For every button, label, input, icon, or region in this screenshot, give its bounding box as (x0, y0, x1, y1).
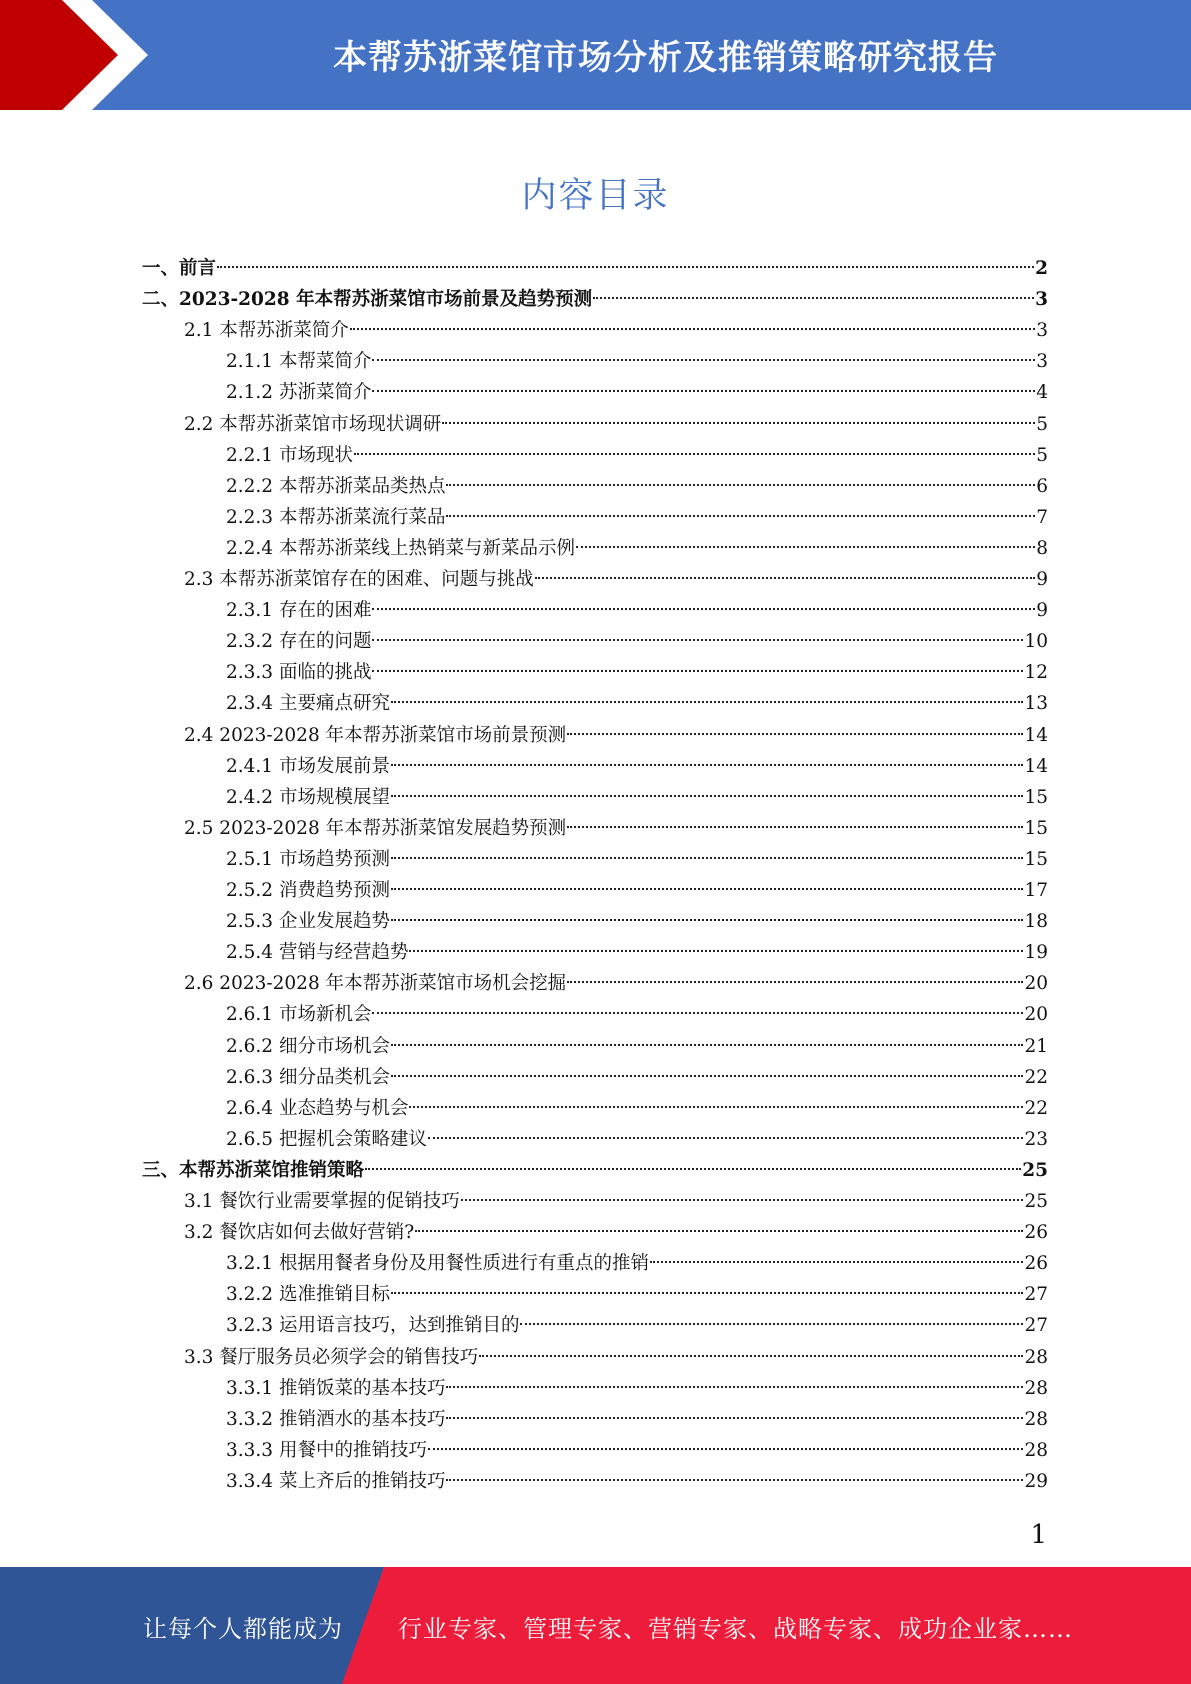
toc-leader-dots (391, 701, 1023, 703)
toc-entry[interactable] (226, 471, 1048, 502)
toc-entry-label: 2.3.1 存在的困难 (226, 600, 372, 622)
toc-entry-page: 18 (1024, 911, 1048, 933)
toc-entry-page: 25 (1022, 1159, 1048, 1181)
toc-leader-dots (650, 1261, 1023, 1263)
toc-entry[interactable] (226, 906, 1048, 937)
toc-entry-page: 3 (1036, 351, 1048, 373)
toc-entry-label: 3.2.2 选准推销目标 (226, 1284, 390, 1306)
toc-entry[interactable] (226, 1310, 1048, 1341)
toc-entry-page: 20 (1024, 1004, 1048, 1026)
toc-leader-dots (567, 981, 1023, 983)
toc-entry-label: 2.5 2023-2028 年本帮苏浙菜馆发展趋势预测 (184, 817, 567, 839)
toc-entry-label: 3.3 餐厅服务员必须学会的销售技巧 (184, 1346, 479, 1368)
page-number: 1 (1030, 1520, 1047, 1550)
toc-entry-page: 22 (1024, 1066, 1048, 1088)
toc-leader-dots (415, 1230, 1023, 1232)
toc-entry-label: 3.3.3 用餐中的推销技巧 (226, 1439, 427, 1461)
toc-entry-page: 15 (1024, 817, 1048, 839)
toc-entry[interactable] (184, 315, 1048, 346)
toc-entry-page: 26 (1024, 1222, 1048, 1244)
toc-entry-page: 13 (1024, 693, 1048, 715)
toc-entry[interactable] (226, 1124, 1048, 1155)
toc-entry-label: 一、前言 (142, 258, 217, 279)
toc-entry-page: 10 (1024, 631, 1048, 653)
toc-entry[interactable] (142, 1155, 1048, 1186)
toc-leader-dots (535, 577, 1035, 579)
toc-leader-dots (391, 764, 1023, 766)
toc-entry-page: 6 (1036, 475, 1048, 497)
toc-entry-label: 2.3.4 主要痛点研究 (226, 693, 390, 715)
toc-entry-label: 2.3.2 存在的问题 (226, 631, 372, 653)
toc-leader-dots (391, 1044, 1023, 1046)
toc-leader-dots (446, 484, 1035, 486)
toc-leader-dots (428, 1137, 1023, 1139)
toc-leader-dots (446, 1479, 1023, 1481)
toc-entry-label: 2.6 2023-2028 年本帮苏浙菜馆市场机会挖掘 (184, 973, 567, 995)
toc-entry-page: 9 (1036, 569, 1048, 590)
toc-entry-label: 2.6.3 细分品类机会 (226, 1066, 390, 1088)
toc-leader-dots (354, 453, 1035, 455)
toc-entry-page: 29 (1024, 1470, 1048, 1492)
toc-leader-dots (372, 670, 1023, 672)
toc-entry[interactable] (226, 751, 1048, 782)
toc-entry-label: 2.3 本帮苏浙菜馆存在的困难、问题与挑战 (184, 569, 534, 590)
toc-entry[interactable] (226, 1373, 1048, 1404)
toc-entry-page: 7 (1036, 506, 1048, 528)
toc-entry[interactable] (226, 937, 1048, 968)
toc-entry[interactable] (184, 564, 1048, 595)
toc-entry-page: 27 (1024, 1315, 1048, 1337)
toc-entry-label: 2.3.3 面临的挑战 (226, 662, 372, 684)
toc-entry[interactable] (226, 595, 1048, 626)
toc-leader-dots (461, 1199, 1024, 1201)
toc-entry[interactable] (184, 1186, 1048, 1217)
toc-leader-dots (372, 390, 1035, 392)
toc-entry[interactable] (142, 284, 1048, 315)
toc-entry-label: 2.1 本帮苏浙菜简介 (184, 320, 349, 342)
toc-entry-label: 2.1.1 本帮菜简介 (226, 351, 372, 373)
toc-leader-dots (567, 733, 1023, 735)
toc-entry[interactable] (226, 377, 1048, 408)
toc-entry-page: 14 (1024, 724, 1048, 746)
toc-entry-page: 9 (1036, 600, 1048, 622)
toc-entry[interactable] (184, 968, 1048, 999)
toc-entry-page: 3 (1036, 320, 1048, 342)
toc-entry-page: 23 (1024, 1128, 1048, 1150)
toc-entry[interactable] (226, 1279, 1048, 1310)
header-banner (0, 0, 1191, 110)
toc-entry-label: 3.3.4 菜上齐后的推销技巧 (226, 1470, 446, 1492)
toc-entry-page: 5 (1036, 444, 1048, 466)
toc-entry[interactable] (226, 1031, 1048, 1062)
toc-leader-dots (372, 608, 1035, 610)
toc-leader-dots (428, 1448, 1023, 1450)
toc-leader-dots (409, 950, 1023, 952)
toc-entry-label: 2.2.1 市场现状 (226, 444, 353, 466)
toc-leader-dots (446, 1386, 1023, 1388)
toc-leader-dots (391, 1292, 1023, 1294)
toc-entry-page: 3 (1035, 289, 1048, 311)
toc-entry-page: 28 (1024, 1377, 1048, 1399)
toc-entry-page: 8 (1036, 537, 1048, 559)
toc-leader-dots (576, 546, 1035, 548)
toc-entry[interactable] (226, 999, 1048, 1030)
toc-entry[interactable] (184, 720, 1048, 751)
toc-leader-dots (567, 826, 1023, 828)
footer-slogan-right: 行业专家、管理专家、营销专家、战略专家、成功企业家…… (398, 1615, 1073, 1643)
toc-entry-page: 19 (1024, 942, 1048, 964)
toc-entry-label: 2.6.2 细分市场机会 (226, 1035, 390, 1057)
footer-banner (0, 1567, 1191, 1684)
toc-entry-page: 22 (1024, 1097, 1048, 1119)
toc-entry-label: 2.2.3 本帮苏浙菜流行菜品 (226, 506, 446, 528)
toc-entry-label: 二、2023-2028 年本帮苏浙菜馆市场前景及趋势预测 (142, 289, 593, 311)
toc-entry-page: 28 (1024, 1346, 1048, 1368)
toc-leader-dots (520, 1323, 1023, 1325)
toc-leader-dots (479, 1355, 1023, 1357)
toc-entry[interactable] (226, 688, 1048, 719)
toc-leader-dots (350, 328, 1035, 330)
toc-leader-dots (391, 795, 1023, 797)
toc-leader-dots (391, 857, 1023, 859)
toc-entry-label: 2.6.5 把握机会策略建议 (226, 1128, 427, 1150)
toc-entry-label: 3.2.1 根据用餐者身份及用餐性质进行有重点的推销 (226, 1253, 649, 1275)
toc-entry-page: 17 (1024, 880, 1048, 901)
toc-leader-dots (446, 515, 1035, 517)
toc-leader-dots (372, 359, 1035, 361)
toc-entry-page: 28 (1024, 1439, 1048, 1461)
toc-entry-label: 3.3.1 推销饭菜的基本技巧 (226, 1377, 446, 1399)
toc-entry-label: 2.5.2 消费趋势预测 (226, 880, 390, 901)
toc-entry-label: 3.3.2 推销酒水的基本技巧 (226, 1408, 446, 1430)
toc-leader-dots (217, 266, 1034, 268)
toc-leader-dots (391, 1075, 1023, 1077)
toc-leader-dots (446, 1417, 1023, 1419)
toc-leader-dots (391, 919, 1023, 921)
toc-entry[interactable] (226, 875, 1048, 906)
toc-entry-page: 28 (1024, 1408, 1048, 1430)
toc-entry-label: 2.5.4 营销与经营趋势 (226, 942, 409, 964)
toc-entry-label: 三、本帮苏浙菜馆推销策略 (142, 1159, 365, 1181)
toc-entry[interactable] (142, 253, 1048, 284)
toc-entry-label: 3.2 餐饮店如何去做好营销? (184, 1222, 415, 1244)
toc-entry[interactable] (226, 1093, 1048, 1124)
toc-leader-dots (365, 1168, 1021, 1170)
toc-entry-label: 2.2 本帮苏浙菜馆市场现状调研 (184, 413, 442, 435)
toc-leader-dots (391, 888, 1023, 890)
toc-entry[interactable] (226, 533, 1048, 564)
toc-entry-label: 2.5.3 企业发展趋势 (226, 911, 390, 933)
toc-entry-page: 27 (1024, 1284, 1048, 1306)
toc-entry[interactable] (226, 1435, 1048, 1466)
toc-entry[interactable] (226, 626, 1048, 657)
toc-entry-label: 2.4.2 市场规模展望 (226, 786, 390, 808)
toc-entry-page: 2 (1035, 258, 1048, 279)
toc-entry[interactable] (226, 844, 1048, 875)
toc-entry-page: 15 (1024, 848, 1048, 870)
toc-entry-label: 3.2.3 运用语言技巧，达到推销目的 (226, 1315, 520, 1337)
toc-entry-label: 2.2.2 本帮苏浙菜品类热点 (226, 475, 446, 497)
toc-leader-dots (409, 1106, 1023, 1108)
report-title: 本帮苏浙菜馆市场分析及推销策略研究报告 (333, 38, 998, 78)
toc-entry-page: 20 (1024, 973, 1048, 995)
toc-entry[interactable] (226, 1248, 1048, 1279)
toc-entry[interactable] (184, 409, 1048, 440)
toc-entry-page: 15 (1024, 786, 1048, 808)
toc-entry-label: 2.4.1 市场发展前景 (226, 755, 390, 777)
toc-entry[interactable] (184, 813, 1048, 844)
toc-entry-page: 12 (1024, 662, 1048, 684)
toc-entry-page: 25 (1024, 1191, 1048, 1212)
toc-leader-dots (442, 422, 1035, 424)
toc-entry[interactable] (226, 1062, 1048, 1093)
toc-entry[interactable] (226, 502, 1048, 533)
toc-entry[interactable] (184, 1217, 1048, 1248)
toc-entry-label: 2.2.4 本帮苏浙菜线上热销菜与新菜品示例 (226, 537, 575, 559)
toc-entry[interactable] (184, 1342, 1048, 1373)
toc-entry-label: 2.4 2023-2028 年本帮苏浙菜馆市场前景预测 (184, 724, 567, 746)
toc-leader-dots (593, 297, 1034, 299)
toc-entry-page: 14 (1024, 755, 1048, 777)
toc-entry[interactable] (226, 782, 1048, 813)
toc-leader-dots (372, 639, 1023, 641)
toc-entry[interactable] (226, 440, 1048, 471)
footer-slogan-left: 让每个人都能成为 (143, 1615, 343, 1643)
toc-entry[interactable] (226, 1404, 1048, 1435)
toc-entry-page: 26 (1024, 1253, 1048, 1275)
toc-heading: 内容目录 (521, 176, 670, 216)
toc-entry-page: 21 (1024, 1035, 1048, 1057)
toc-entry[interactable] (226, 346, 1048, 377)
toc-entry-page: 4 (1036, 382, 1048, 404)
toc-entry-label: 2.1.2 苏浙菜简介 (226, 382, 372, 404)
toc-leader-dots (372, 1012, 1023, 1014)
toc-entry-label: 2.6.4 业态趋势与机会 (226, 1097, 409, 1119)
toc-entry-label: 3.1 餐饮行业需要掌握的促销技巧 (184, 1191, 460, 1212)
toc-entry-label: 2.6.1 市场新机会 (226, 1004, 372, 1026)
toc-entry-label: 2.5.1 市场趋势预测 (226, 848, 390, 870)
toc-entry[interactable] (226, 1466, 1048, 1497)
toc-entry[interactable] (226, 657, 1048, 688)
toc-entry-page: 5 (1036, 413, 1048, 435)
